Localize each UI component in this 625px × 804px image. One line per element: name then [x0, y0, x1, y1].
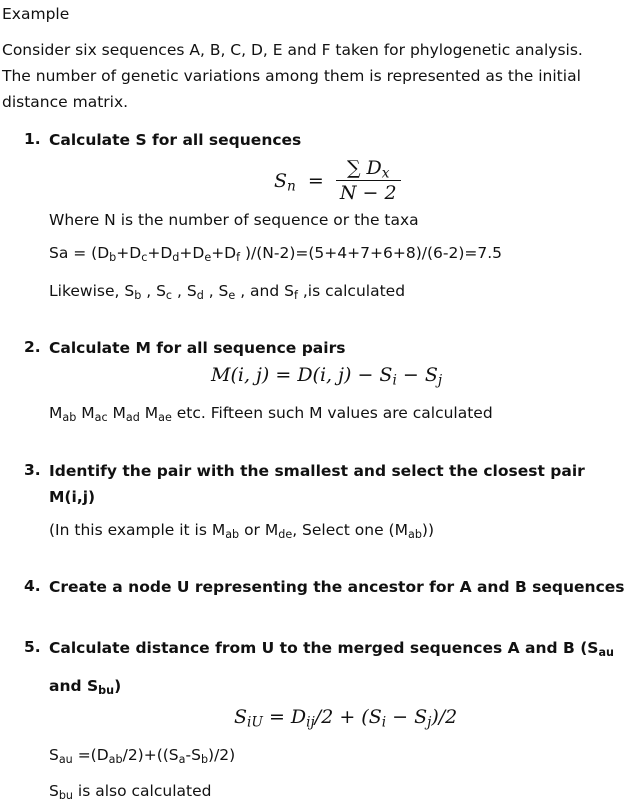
- sbu-part: S: [49, 782, 59, 800]
- s-formula-numerator-sub: x: [381, 165, 390, 182]
- step-3-heading-line-1: Identify the pair with the smallest and select the closest pair: [49, 462, 585, 480]
- note-part: )): [421, 521, 435, 539]
- likewise-sub: e: [228, 288, 236, 302]
- sau-calculation: [49, 745, 235, 765]
- likewise-part: , S: [172, 282, 197, 300]
- m-part: M: [76, 404, 95, 422]
- sa-calculation: [49, 243, 502, 263]
- siu-part: − S: [386, 706, 428, 728]
- sbu-text: [49, 781, 211, 801]
- m-sub: ab: [62, 410, 77, 424]
- likewise-text: [49, 281, 405, 301]
- m-formula: [211, 364, 443, 389]
- intro-line-3: distance matrix.: [2, 93, 129, 111]
- note-part: or M: [239, 521, 279, 539]
- intro-line-1: Consider six sequences A, B, C, D, E and F taken for phylogenetic analysis.: [2, 41, 583, 59]
- siu-sub: ij: [306, 714, 315, 731]
- step-4-number: 4.: [24, 577, 41, 595]
- likewise-part: ,is calculated: [297, 282, 406, 300]
- siu-sub: i: [381, 714, 387, 731]
- note-part: (In this example it is M: [49, 521, 226, 539]
- note-sub: ab: [225, 527, 240, 541]
- sau-sub: b: [200, 752, 209, 766]
- sa-text: +D: [179, 244, 205, 262]
- likewise-sub: d: [196, 288, 204, 302]
- siu-part: S: [234, 706, 248, 728]
- step-1-heading: Calculate S for all sequences: [49, 131, 302, 149]
- sau-part: )/2): [208, 746, 236, 764]
- sau-part: /2)+((S: [122, 746, 179, 764]
- sbu-sub: bu: [58, 788, 73, 802]
- siu-part: /2 + (S: [314, 706, 382, 728]
- s-formula-eq: =: [307, 169, 324, 192]
- step-3-note: [49, 520, 434, 540]
- note-sub: de: [278, 527, 293, 541]
- s-formula: [274, 156, 401, 205]
- sa-sub-c: c: [141, 250, 148, 264]
- likewise-part: , and S: [235, 282, 294, 300]
- sa-sub-f: f: [236, 250, 241, 264]
- m-part: M: [107, 404, 126, 422]
- m-values-text: [49, 403, 493, 423]
- note-part: , Select one (M: [292, 521, 408, 539]
- sau-sub: a: [178, 752, 186, 766]
- sa-text: )/(N-2)=(5+4+7+6+8)/(6-2)=7.5: [240, 244, 503, 262]
- m-sub: ad: [125, 410, 140, 424]
- step-2-number: 2.: [24, 338, 41, 356]
- likewise-sub: b: [134, 288, 142, 302]
- sa-text: Sa = (D: [49, 244, 110, 262]
- m-formula-sub-j: j: [437, 372, 443, 389]
- sa-text: +D: [147, 244, 173, 262]
- heading-part: ): [114, 677, 122, 695]
- siu-formula: [234, 706, 458, 731]
- heading-part: and S: [49, 677, 99, 695]
- m-formula-minus: − S: [396, 364, 438, 386]
- m-part: etc. Fifteen such M values are calculated: [171, 404, 493, 422]
- s-formula-lhs-sub: n: [287, 177, 296, 194]
- sa-sub-e: e: [204, 250, 212, 264]
- sau-part: -S: [185, 746, 201, 764]
- page-title: Example: [2, 5, 70, 23]
- m-sub: ac: [94, 410, 108, 424]
- step-5-heading-line-1: [49, 637, 614, 659]
- s-formula-numerator: ∑ D: [346, 157, 382, 179]
- intro-line-2: The number of genetic variations among them is represented as the initial: [2, 67, 581, 85]
- s-formula-lhs: S: [274, 169, 288, 192]
- siu-part: = D: [262, 706, 307, 728]
- sa-sub-d: d: [172, 250, 180, 264]
- siu-sub: j: [427, 714, 432, 731]
- heading-part: Calculate distance from U to the merged sequences A and B (S: [49, 639, 599, 657]
- likewise-sub: c: [165, 288, 173, 302]
- step-3-number: 3.: [24, 461, 41, 479]
- sau-part: =(D: [72, 746, 109, 764]
- sau-part: S: [49, 746, 59, 764]
- sa-text: +D: [211, 244, 237, 262]
- where-text: Where N is the number of sequence or the taxa: [49, 211, 419, 229]
- likewise-sub: f: [294, 288, 298, 302]
- heading-sub: au: [598, 645, 614, 659]
- likewise-part: , S: [141, 282, 166, 300]
- step-1-number: 1.: [24, 130, 41, 148]
- step-4-heading: Create a node U representing the ancestor for A and B sequences: [49, 578, 625, 596]
- sau-sub: ab: [108, 752, 123, 766]
- heading-sub: bu: [98, 683, 115, 697]
- sbu-part: is also calculated: [73, 782, 212, 800]
- m-formula-main: M(i, j) = D(i, j) − S: [211, 364, 393, 386]
- s-formula-fraction: [336, 156, 401, 205]
- m-part: M: [49, 404, 63, 422]
- step-5-number: 5.: [24, 638, 41, 656]
- step-5-heading-line-2: [49, 675, 121, 697]
- siu-sub: iU: [247, 714, 263, 731]
- step-2-heading: Calculate M for all sequence pairs: [49, 339, 346, 357]
- likewise-part: , S: [203, 282, 229, 300]
- m-formula-sub-i: i: [392, 372, 397, 389]
- siu-part: )/2: [431, 706, 458, 728]
- sa-text: +D: [116, 244, 142, 262]
- note-sub: ab: [407, 527, 422, 541]
- sau-sub: au: [58, 752, 73, 766]
- step-3-heading-line-2: M(i,j): [49, 488, 96, 506]
- m-part: M: [139, 404, 159, 422]
- m-sub: ae: [158, 410, 172, 424]
- likewise-part: Likewise, S: [49, 282, 135, 300]
- sa-sub-b: b: [109, 250, 117, 264]
- s-formula-denominator: N − 2: [339, 182, 397, 204]
